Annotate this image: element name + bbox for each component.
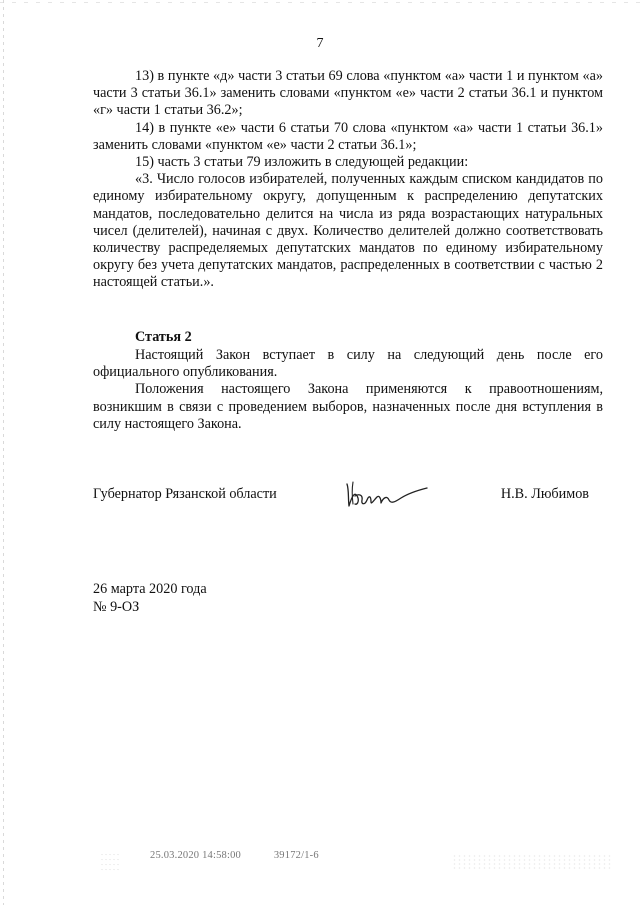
article-2-body — [93, 347, 603, 433]
article-2-paragraph-2: Положения настоящего Закона применяются к правоотношениям, возникшим в связи с проведением выборов, назначенных после дня вступления в силу настоящего Закона. — [93, 381, 603, 432]
article-2-heading: Статья 2 — [135, 329, 192, 345]
scan-edge-left — [3, 0, 4, 905]
date-block — [93, 581, 207, 616]
footer-scan-noise-left — [100, 852, 120, 874]
footer-stamp — [150, 850, 349, 861]
signature-block — [93, 486, 603, 526]
article-2-paragraph-1: Настоящий Закон вступает в силу на следующий день после его официального опубликования. — [93, 347, 603, 381]
amendment-15-text: «3. Число голосов избирателей, полученных каждым списком кандидатов по единому избирательному округу, допущенным к распределению депутатских мандатов, последовательно делится на числа из ряда возрастающих натуральных чисел (делителей), начиная с двух. Количество делителей должно соответствовать количеству распределяемых депутатских мандатов по единому избирательному округу без учета депутатских мандатов, распределенных в соответствии с частью 2 настоящей статьи.». — [93, 171, 603, 291]
amendment-13: 13) в пункте «д» части 3 статьи 69 слова «пунктом «а» части 1 и пунктом «а» части 3 статьи 36.1» заменить словами «пунктом «е» части 2 статьи 36.1 и пунктом «г» части 1 статьи 36.2»; — [93, 68, 603, 119]
signing-date: 26 марта 2020 года — [93, 581, 207, 597]
page-number: 7 — [316, 36, 324, 51]
footer-timestamp: 25.03.2020 14:58:00 — [150, 850, 242, 861]
scan-edge-top — [0, 2, 640, 3]
signatory-title: Губернатор Рязанской области — [93, 486, 277, 502]
amendment-15: 15) часть 3 статьи 79 изложить в следующей редакции: — [135, 154, 469, 171]
footer-scan-noise-right — [452, 854, 612, 870]
signatory-name: Н.В. Любимов — [500, 486, 589, 502]
amendments-section — [93, 68, 603, 292]
amendment-14: 14) в пункте «е» части 6 статьи 70 слова «пунктом «а» части 1 статьи 36.1» заменить словами «пунктом «е» части 2 статьи 36.1»; — [93, 119, 603, 153]
law-number: № 9-ОЗ — [93, 598, 140, 615]
handwritten-signature — [343, 476, 433, 512]
footer-doc-code: 39172/1-6 — [273, 850, 319, 861]
